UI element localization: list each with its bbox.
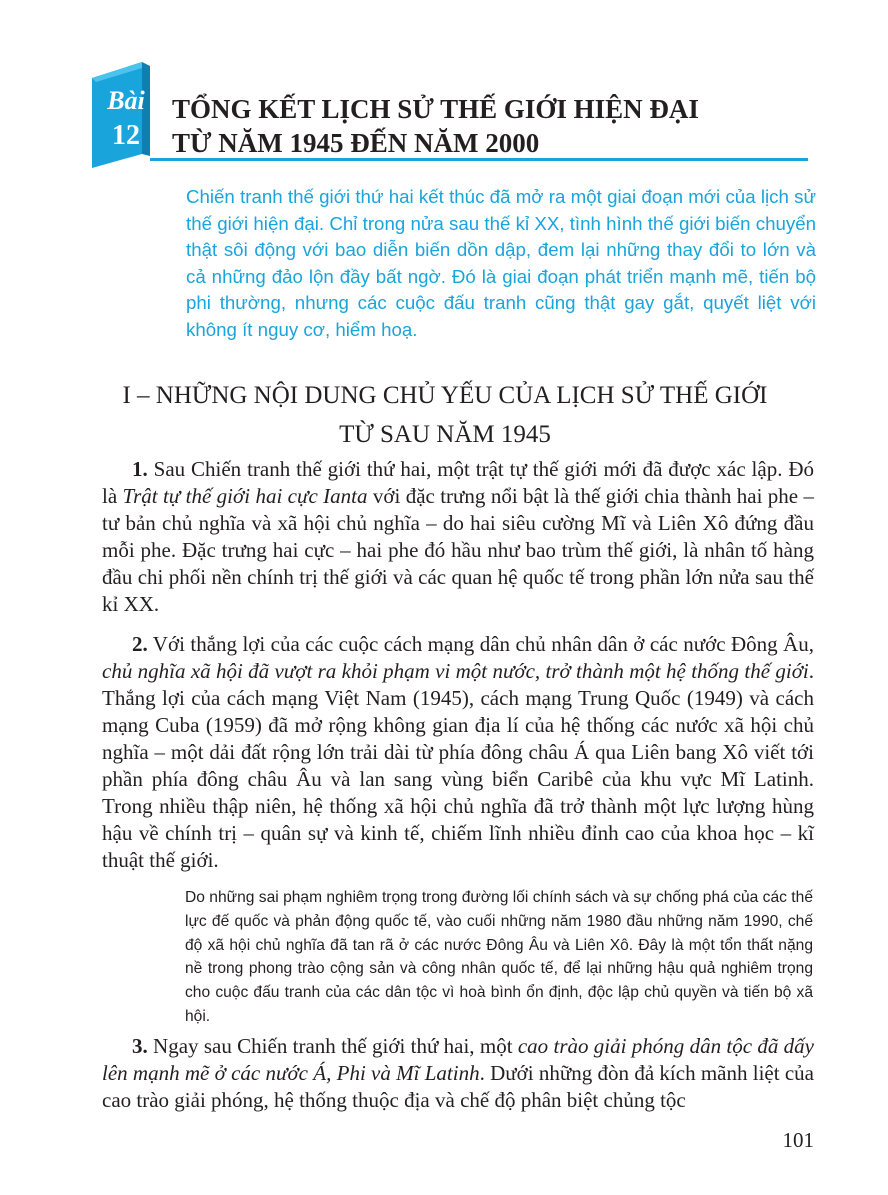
lesson-badge: [92, 62, 152, 168]
badge-number: 12: [112, 120, 140, 151]
paragraph-1-text-b: với đặc trưng nổi bật là thế giới chia thành hai phe – tư bản chủ nghĩa và xã hội chủ nghĩa – do hai siêu cường Mĩ và Liên Xô đứng đầu mỗi phe. Đặc trưng hai cực – hai phe đó hầu như bao trùm thế giới, là nhân tố hàng đầu chi phối nền chính trị thế giới và các quan hệ quốc tế trong phần lớn nửa sau thế kỉ XX.: [102, 484, 814, 616]
paragraph-2-number: 2.: [132, 632, 148, 656]
paragraph-3-text-a: Ngay sau Chiến tranh thế giới thứ hai, một: [147, 1034, 518, 1058]
paragraph-2-emphasis: chủ nghĩa xã hội đã vượt ra khỏi phạm vi một nước, trở thành một hệ thống thế giới: [102, 659, 809, 683]
section-heading-line1: I – NHỮNG NỘI DUNG CHỦ YẾU CỦA LỊCH SỬ THẾ GIỚI: [122, 382, 768, 409]
section-heading: [60, 376, 830, 454]
paragraph-3: [102, 1033, 814, 1114]
intro-paragraph: Chiến tranh thế giới thứ hai kết thúc đã mở ra một giai đoạn mới của lịch sử thế giới hiện đại. Chỉ trong nửa sau thế kỉ XX, tình hình thế giới biến chuyển thật sôi động với bao diễn biến dồn dập, đem lại những thay đổi to lớn và cả những đảo lộn đầy bất ngờ. Đó là giai đoạn phát triển mạnh mẽ, tiến bộ phi thường, nhưng các cuộc đấu tranh cũng thật gay gắt, quyết liệt với không ít nguy cơ, hiểm hoạ.: [186, 186, 816, 340]
paragraph-1: [102, 456, 814, 618]
paragraph-3-emphasis: cao trào giải phóng dân tộc đã dấy lên mạnh mẽ ở các nước Á, Phi và Mĩ Latinh: [102, 1034, 814, 1085]
paragraph-2-text-b: . Thắng lợi của cách mạng Việt Nam (1945), cách mạng Trung Quốc (1949) và cách mạng Cuba (1959) đã mở rộng không gian địa lí của hệ thống các nước xã hội chủ nghĩa – một dải đất rộng lớn trải dài từ phía đông châu Á qua Liên bang Xô viết tới phần phía đông châu Âu và lan sang vùng biển Caribê của khu vực Mĩ Latinh. Trong nhiều thập niên, hệ thống xã hội chủ nghĩa đã trở thành một lực lượng hùng hậu về chính trị – quân sự và kinh tế, chiếm lĩnh nhiều đỉnh cao của khoa học – kĩ thuật thế giới.: [102, 659, 814, 872]
lesson-title-line2: TỪ NĂM 1945 ĐẾN NĂM 2000: [172, 128, 540, 158]
lesson-title-line1: TỔNG KẾT LỊCH SỬ THẾ GIỚI HIỆN ĐẠI: [172, 94, 699, 124]
section-heading-line2: TỪ SAU NĂM 1945: [339, 421, 551, 448]
paragraph-1-text-a: Sau Chiến tranh thế giới thứ hai, một trật tự thế giới mới đã được xác lập. Đó là: [102, 457, 814, 508]
badge-word: Bài: [107, 86, 145, 115]
paragraph-3-text-b: . Dưới những đòn đả kích mãnh liệt của cao trào giải phóng, hệ thống thuộc địa và chế độ phân biệt chủng tộc: [102, 1061, 815, 1112]
paragraph-3-number: 3.: [132, 1034, 148, 1058]
title-divider: [150, 158, 808, 161]
page-number: 101: [782, 1128, 814, 1152]
lesson-title: [172, 92, 699, 160]
paragraph-1-number: 1.: [132, 457, 148, 481]
note-paragraph: Do những sai phạm nghiêm trọng trong đường lối chính sách và sự chống phá của các thế lực đế quốc và phản động quốc tế, vào cuối những năm 1980 đầu những năm 1990, chế độ xã hội chủ nghĩa đã tan rã ở các nước Đông Âu và Liên Xô. Đây là một tổn thất nặng nề trong phong trào cộng sản và công nhân quốc tế, để lại những hậu quả nghiêm trọng cho cuộc đấu tranh của các dân tộc vì hoà bình ổn định, độc lập chủ quyền và tiến bộ xã hội.: [185, 889, 813, 1025]
paragraph-2-text-a: Với thắng lợi của các cuộc cách mạng dân chủ nhân dân ở các nước Đông Âu,: [147, 632, 814, 656]
paragraph-1-emphasis: Trật tự thế giới hai cực Ianta: [122, 484, 368, 508]
paragraph-2: [102, 631, 814, 874]
